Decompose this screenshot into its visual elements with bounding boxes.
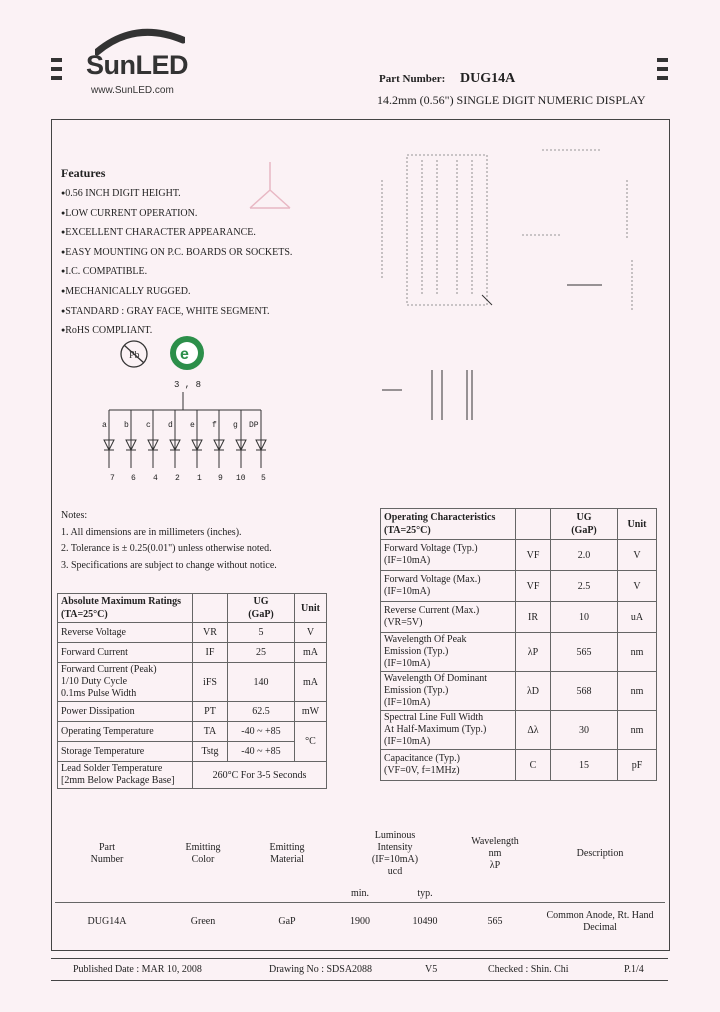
col-ug bbox=[228, 594, 295, 623]
segment-label: c bbox=[146, 421, 151, 430]
table-header-condition: (TA=25°C) bbox=[384, 525, 431, 536]
cell-value: 5 bbox=[228, 623, 295, 643]
cell-param-line: (IF=10mA) bbox=[384, 555, 431, 566]
cell-color: Green bbox=[190, 916, 216, 927]
pin-label: 1 bbox=[197, 474, 202, 483]
feature-item: ● STANDARD : GRAY FACE, WHITE SEGMENT. bbox=[61, 302, 292, 322]
part-number-label: Part Number: bbox=[379, 73, 446, 85]
feature-item: ● EASY MOUNTING ON P.C. BOARDS OR SOCKETS. bbox=[61, 243, 292, 263]
corner-mark bbox=[657, 76, 668, 80]
col-min: min. bbox=[350, 888, 370, 899]
table-row bbox=[58, 742, 327, 762]
col-header-line: (IF=10mA) bbox=[371, 854, 419, 865]
brand-url: www.SunLED.com bbox=[91, 85, 174, 96]
cell-unit: nm bbox=[618, 633, 657, 672]
table-row bbox=[58, 722, 327, 742]
cell-wavelength: 565 bbox=[487, 916, 503, 927]
svg-text:e: e bbox=[180, 346, 189, 363]
table-row bbox=[58, 623, 327, 643]
table-row bbox=[58, 643, 327, 663]
cell-description-line: Decimal bbox=[583, 922, 617, 933]
cell-unit: V bbox=[618, 540, 657, 571]
cell-value: 568 bbox=[551, 672, 618, 711]
cell-param-line: At Half-Maximum (Typ.) bbox=[384, 724, 487, 735]
pin-label: 7 bbox=[110, 474, 115, 483]
cell-param-line: Forward Voltage (Max.) bbox=[384, 574, 481, 585]
col-unit: Unit bbox=[295, 594, 327, 623]
cell-unit: mA bbox=[295, 643, 327, 663]
feature-item: ● RoHS COMPLIANT. bbox=[61, 321, 292, 341]
note-item: 3. Specifications are subject to change without notice. bbox=[61, 559, 277, 571]
watermark-logo bbox=[245, 160, 295, 215]
col-emitting-color bbox=[173, 842, 233, 866]
table-header-row bbox=[381, 509, 657, 540]
cell-param-line: Wavelength Of Peak bbox=[384, 634, 467, 645]
cell-unit: V bbox=[618, 571, 657, 602]
table-row bbox=[58, 762, 327, 789]
segment-label: b bbox=[124, 421, 129, 430]
cell-description bbox=[535, 910, 665, 934]
col-luminous-intensity bbox=[355, 830, 435, 878]
cell-param: Storage Temperature bbox=[58, 742, 193, 762]
cell-symbol: TA bbox=[193, 722, 228, 742]
cell-param-line: Emission (Typ.) bbox=[384, 646, 449, 657]
cell-param bbox=[381, 540, 516, 571]
cell-param-line: Forward Current (Peak) bbox=[61, 664, 157, 675]
pin-label: 5 bbox=[261, 474, 266, 483]
cell-param bbox=[381, 571, 516, 602]
version: V5 bbox=[425, 964, 438, 975]
cell-symbol: C bbox=[516, 750, 551, 781]
cell-symbol: VR bbox=[193, 623, 228, 643]
cell-param: Operating Temperature bbox=[58, 722, 193, 742]
brand-logo: SunLED bbox=[86, 50, 188, 80]
col-header-line: Emitting bbox=[185, 842, 221, 853]
cell-param-line: (VR=5V) bbox=[384, 617, 423, 628]
segment-label: e bbox=[190, 421, 195, 430]
page-number: P.1/4 bbox=[624, 964, 644, 975]
cell-unit: nm bbox=[618, 672, 657, 711]
col-header-line: λP bbox=[489, 860, 501, 871]
table-row bbox=[381, 571, 657, 602]
segment-label: a bbox=[102, 421, 107, 430]
cell-value: 62.5 bbox=[228, 702, 295, 722]
cell-param-line: Spectral Line Full Width bbox=[384, 712, 484, 723]
col-header-line: nm bbox=[488, 848, 502, 859]
table-header-condition: (TA=25°C) bbox=[61, 609, 108, 620]
cell-symbol: IF bbox=[193, 643, 228, 663]
table-divider bbox=[55, 902, 665, 903]
cell-param bbox=[381, 672, 516, 711]
drawing-number: Drawing No : SDSA2088 bbox=[269, 964, 373, 975]
cell-param-line: Emission (Typ.) bbox=[384, 685, 449, 696]
checked-by: Checked : Shin. Chi bbox=[488, 964, 569, 975]
cell-param-line: Capacitance (Typ.) bbox=[384, 753, 460, 764]
col-header-line: Part bbox=[98, 842, 116, 853]
cell-param bbox=[58, 762, 193, 789]
cell-param-line: (IF=10mA) bbox=[384, 658, 431, 669]
col-ug-title: UG bbox=[576, 512, 592, 523]
cell-param-line: (IF=10mA) bbox=[384, 697, 431, 708]
cell-param bbox=[381, 711, 516, 750]
common-pins-label: 3 , 8 bbox=[174, 380, 202, 390]
col-header-line: Number bbox=[90, 854, 124, 865]
table-header-title: Absolute Maximum Ratings bbox=[61, 596, 182, 607]
corner-mark bbox=[51, 58, 62, 62]
cell-value: 10 bbox=[551, 602, 618, 633]
table-header-title: Operating Characteristics bbox=[384, 512, 496, 523]
cell-param-line: Wavelength Of Dominant bbox=[384, 673, 488, 684]
cell-param-line: Forward Voltage (Typ.) bbox=[384, 543, 478, 554]
cell-param: Power Dissipation bbox=[58, 702, 193, 722]
cell-symbol: iFS bbox=[193, 663, 228, 702]
cell-param-line: [2mm Below Package Base] bbox=[61, 775, 175, 786]
cell-param-line: Lead Solder Temperature bbox=[61, 763, 163, 774]
cell-unit: uA bbox=[618, 602, 657, 633]
col-ug-material: (GaP) bbox=[571, 525, 597, 536]
cell-unit: mW bbox=[295, 702, 327, 722]
cell-symbol: Tstg bbox=[193, 742, 228, 762]
notes-title: Notes: bbox=[61, 510, 88, 521]
col-header-line: ucd bbox=[387, 866, 403, 877]
rohs-e-icon bbox=[168, 334, 206, 372]
cell-param-line: Reverse Current (Max.) bbox=[384, 605, 480, 616]
cell-param bbox=[381, 750, 516, 781]
published-date: Published Date : MAR 10, 2008 bbox=[73, 964, 202, 975]
cell-param-line: 1/10 Duty Cycle bbox=[61, 676, 128, 687]
features-title: Features bbox=[61, 166, 106, 180]
notes-block bbox=[61, 508, 277, 574]
cell-param-line: (IF=10mA) bbox=[384, 586, 431, 597]
col-ug-title: UG bbox=[253, 596, 269, 607]
corner-mark bbox=[51, 76, 62, 80]
col-description: Description bbox=[576, 848, 624, 859]
col-ug-material: (GaP) bbox=[248, 609, 274, 620]
col-header-line: Luminous bbox=[374, 830, 416, 841]
segment-diodes bbox=[104, 410, 266, 468]
cell-symbol: VF bbox=[516, 540, 551, 571]
part-number: DUG14A bbox=[460, 71, 516, 86]
feature-item: ● 0.56 INCH DIGIT HEIGHT. bbox=[61, 184, 292, 204]
table-row bbox=[58, 702, 327, 722]
cell-value: 30 bbox=[551, 711, 618, 750]
cell-material: GaP bbox=[278, 916, 296, 927]
cell-unit: °C bbox=[295, 722, 327, 762]
col-part-number bbox=[77, 842, 137, 866]
pb-free-icon bbox=[119, 339, 149, 369]
cell-symbol: IR bbox=[516, 602, 551, 633]
cell-param-line: (IF=10mA) bbox=[384, 736, 431, 747]
cell-value: 15 bbox=[551, 750, 618, 781]
table-row bbox=[381, 540, 657, 571]
footer-divider bbox=[51, 958, 668, 959]
col-header-line: Wavelength bbox=[471, 836, 519, 847]
cell-value: 260°C For 3-5 Seconds bbox=[193, 762, 327, 789]
cell-unit: nm bbox=[618, 711, 657, 750]
cell-symbol: VF bbox=[516, 571, 551, 602]
cell-param bbox=[381, 633, 516, 672]
table-header bbox=[58, 594, 193, 623]
table-row bbox=[381, 711, 657, 750]
cell-value: 2.0 bbox=[551, 540, 618, 571]
cell-symbol: λP bbox=[516, 633, 551, 672]
circuit-diagram bbox=[95, 390, 275, 485]
col-ug bbox=[551, 509, 618, 540]
corner-mark bbox=[51, 67, 62, 71]
table-row bbox=[381, 672, 657, 711]
pin-label: 9 bbox=[218, 474, 223, 483]
segment-label: DP bbox=[249, 421, 259, 430]
pin-label: 4 bbox=[153, 474, 158, 483]
table-header bbox=[381, 509, 516, 540]
cell-param: Reverse Voltage bbox=[58, 623, 193, 643]
cell-typ: 10490 bbox=[412, 916, 438, 927]
note-item: 1. All dimensions are in millimeters (inches). bbox=[61, 526, 242, 538]
cell-value: 25 bbox=[228, 643, 295, 663]
col-header-line: Emitting bbox=[269, 842, 305, 853]
col-typ: typ. bbox=[417, 888, 433, 899]
cell-value: 140 bbox=[228, 663, 295, 702]
package-dimension-drawing bbox=[362, 130, 662, 430]
cell-value: 2.5 bbox=[551, 571, 618, 602]
cell-value: -40 ~ +85 bbox=[228, 722, 295, 742]
feature-item: ● I.C. COMPATIBLE. bbox=[61, 262, 292, 282]
col-header-line: Color bbox=[191, 854, 215, 865]
note-item: 2. Tolerance is ± 0.25(0.01") unless otherwise noted. bbox=[61, 543, 272, 554]
cell-param-line: 0.1ms Pulse Width bbox=[61, 688, 137, 699]
footer-divider bbox=[51, 980, 668, 981]
table-row bbox=[381, 602, 657, 633]
segment-label: d bbox=[168, 421, 173, 430]
cell-value: -40 ~ +85 bbox=[228, 742, 295, 762]
cell-param: Forward Current bbox=[58, 643, 193, 663]
operating-characteristics-table bbox=[380, 508, 657, 781]
table-row bbox=[381, 750, 657, 781]
cell-unit: mA bbox=[295, 663, 327, 702]
segment-label: f bbox=[212, 421, 217, 430]
cell-part-number: DUG14A bbox=[87, 916, 127, 927]
col-wavelength bbox=[460, 836, 530, 872]
corner-mark bbox=[657, 58, 668, 62]
cell-param-line: (VF=0V, f=1MHz) bbox=[384, 765, 460, 776]
cell-unit: V bbox=[295, 623, 327, 643]
corner-mark bbox=[657, 67, 668, 71]
table-row bbox=[381, 633, 657, 672]
absolute-max-ratings-table bbox=[57, 593, 327, 789]
pin-label: 2 bbox=[175, 474, 180, 483]
feature-item: ● EXCELLENT CHARACTER APPEARANCE. bbox=[61, 223, 292, 243]
feature-item: ● LOW CURRENT OPERATION. bbox=[61, 204, 292, 224]
col-emitting-material bbox=[257, 842, 317, 866]
table-row bbox=[58, 663, 327, 702]
cell-param bbox=[381, 602, 516, 633]
cell-symbol: PT bbox=[193, 702, 228, 722]
cell-unit: pF bbox=[618, 750, 657, 781]
table-header-row bbox=[58, 594, 327, 623]
segment-label: g bbox=[233, 421, 238, 430]
col-header-line: Material bbox=[270, 854, 304, 865]
feature-item: ● MECHANICALLY RUGGED. bbox=[61, 282, 292, 302]
cell-description-line: Common Anode, Rt. Hand bbox=[546, 910, 654, 921]
cell-value: 565 bbox=[551, 633, 618, 672]
svg-text:Pb: Pb bbox=[129, 350, 140, 361]
pin-label: 6 bbox=[131, 474, 136, 483]
pin-label: 10 bbox=[236, 474, 246, 483]
col-unit: Unit bbox=[618, 509, 657, 540]
page-subtitle: 14.2mm (0.56") SINGLE DIGIT NUMERIC DISPLAY bbox=[377, 93, 646, 107]
cell-symbol: Δλ bbox=[516, 711, 551, 750]
cell-symbol: λD bbox=[516, 672, 551, 711]
cell-min: 1900 bbox=[350, 916, 370, 927]
cell-param bbox=[58, 663, 193, 702]
col-header-line: Intensity bbox=[377, 842, 413, 853]
